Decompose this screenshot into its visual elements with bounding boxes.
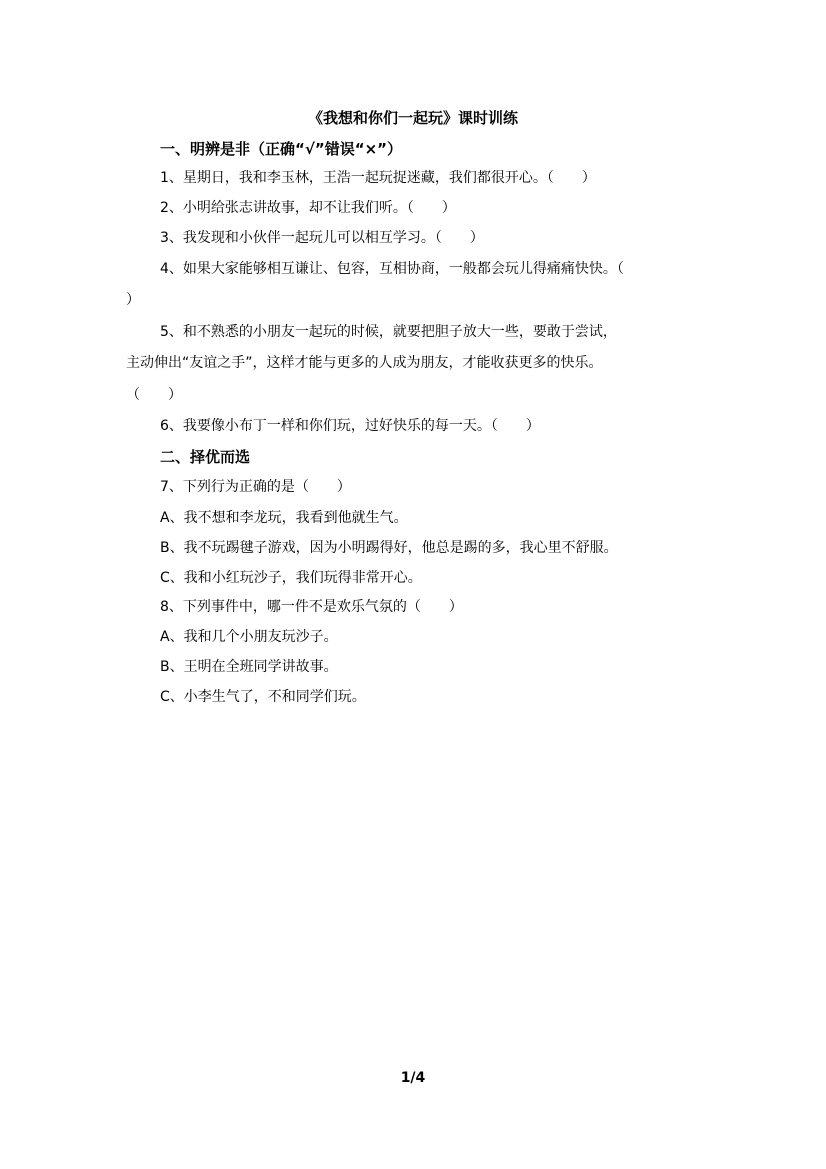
question-3: 3、我发现和小伙伴一起玩儿可以相互学习。（ ） xyxy=(160,230,484,246)
question-4-line-2: ） xyxy=(126,292,140,308)
section2-heading: 二、择优而选 xyxy=(160,448,251,466)
question-7: 7、下列行为正确的是（ ） xyxy=(160,479,351,495)
question-8-option-a: A、我和几个小朋友玩沙子。 xyxy=(160,629,338,645)
question-7-option-c: C、我和小红玩沙子，我们玩得非常开心。 xyxy=(160,570,422,586)
question-6: 6、我要像小布丁一样和你们玩，过好快乐的每一天。（ ） xyxy=(160,418,540,434)
question-4-line-1: 4、如果大家能够相互谦让、包容，互相协商，一般都会玩儿得痛痛快快。（ xyxy=(160,261,624,277)
question-7-option-a: A、我不想和李龙玩，我看到他就生气。 xyxy=(160,510,408,526)
document-title: 《我想和你们一起玩》课时训练 xyxy=(307,109,518,127)
question-8: 8、下列事件中，哪一件不是欢乐气氛的（ ） xyxy=(160,599,463,615)
question-8-option-c: C、小李生气了，不和同学们玩。 xyxy=(160,689,366,705)
question-8-option-b: B、王明在全班同学讲故事。 xyxy=(160,659,338,675)
question-5-line-3: （ ） xyxy=(126,387,182,403)
page-number: 1/4 xyxy=(400,1070,426,1086)
question-5-line-1: 5、和不熟悉的小朋友一起玩的时候，就要把胆子放大一些，要敢于尝试， xyxy=(160,324,617,340)
question-7-option-b: B、我不玩踢毽子游戏，因为小明踢得好，他总是踢的多，我心里不舒服。 xyxy=(160,540,618,556)
question-1: 1、星期日，我和李玉林，王浩一起玩捉迷藏，我们都很开心。（ ） xyxy=(160,170,596,186)
question-5-line-2: 主动伸出“友谊之手”，这样才能与更多的人成为朋友，才能收获更多的快乐。 xyxy=(126,355,603,371)
section1-heading: 一、明辨是非（正确“√”错误“×”） xyxy=(160,140,403,158)
question-2: 2、小明给张志讲故事，却不让我们听。（ ） xyxy=(160,200,456,216)
